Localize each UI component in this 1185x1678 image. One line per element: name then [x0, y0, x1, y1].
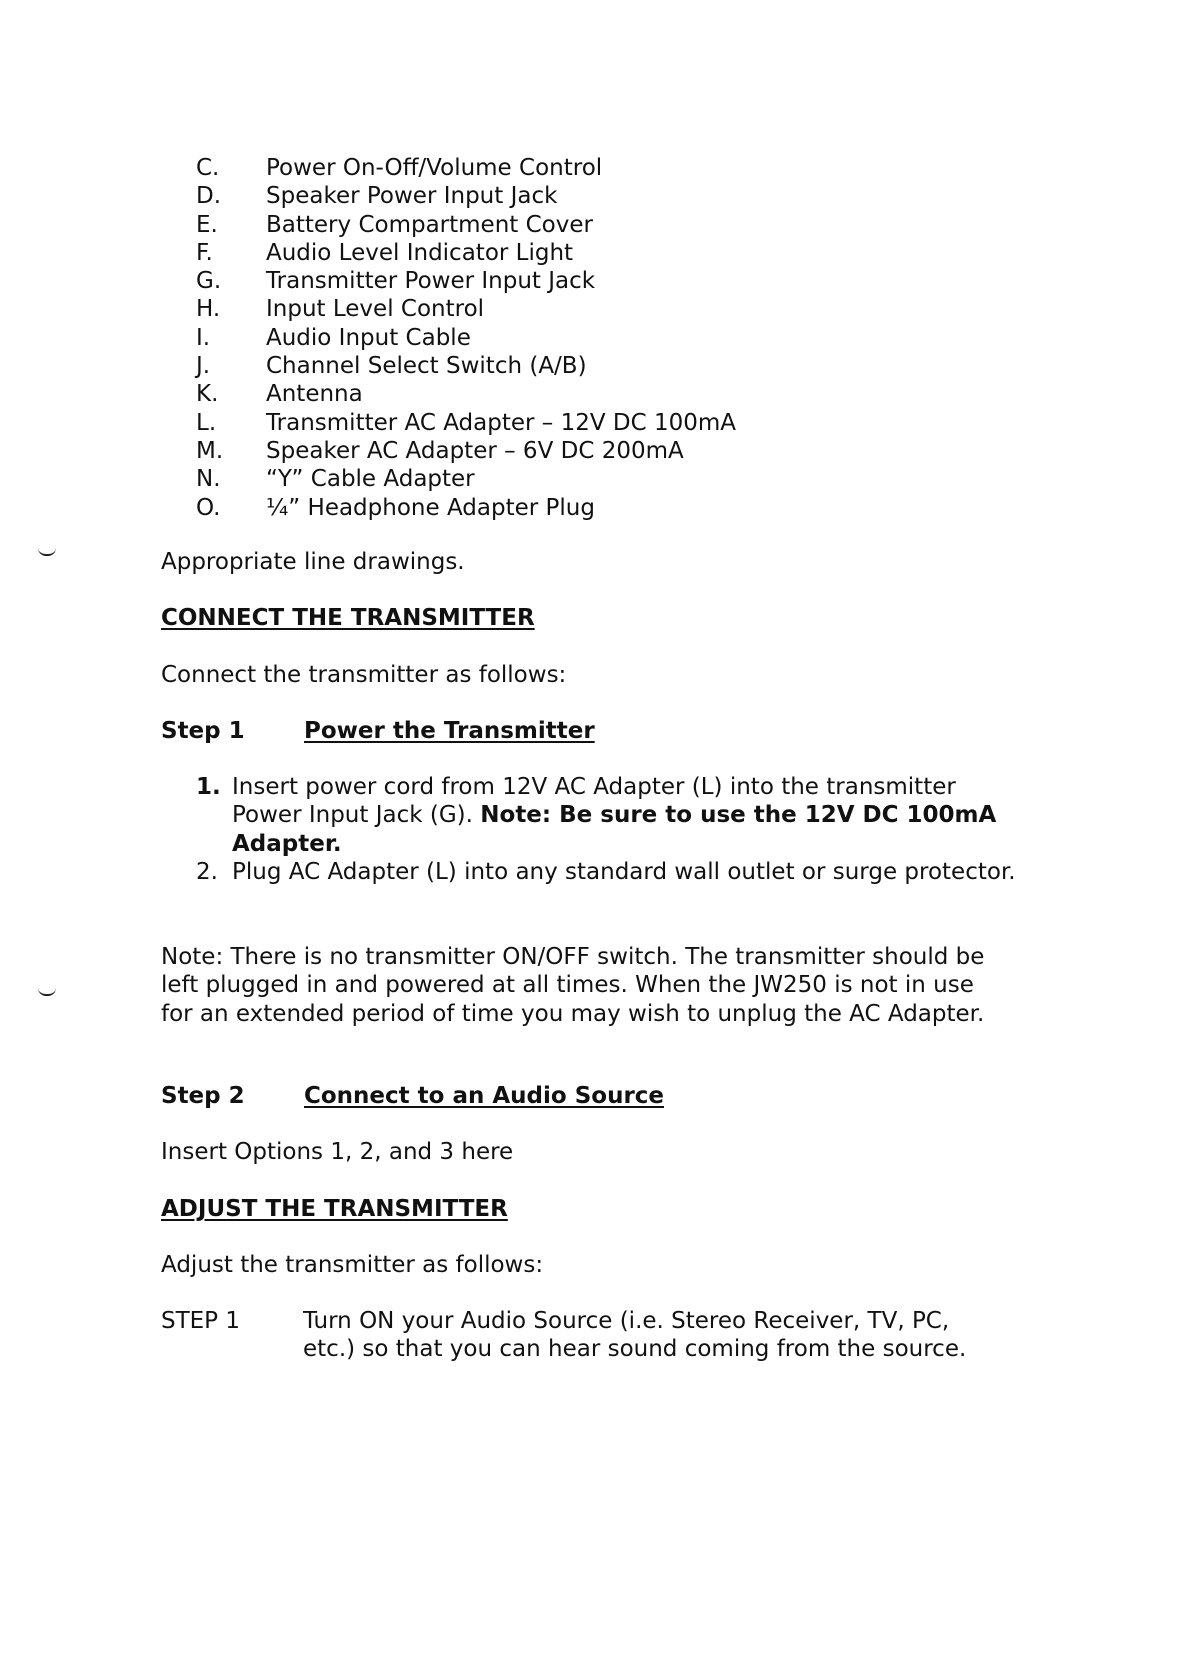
list-item: L. Transmitter AC Adapter – 12V DC 100mA: [196, 409, 737, 436]
step2-number: Step 2: [161, 1083, 245, 1109]
list-item: D. Speaker Power Input Jack: [196, 183, 558, 210]
list-item: O. ¼” Headphone Adapter Plug: [196, 494, 595, 521]
list-item: H. Input Level Control: [196, 296, 485, 323]
list-item: F. Audio Level Indicator Light: [196, 239, 574, 266]
connect-heading: CONNECT THE TRANSMITTER: [161, 605, 535, 631]
step2-body: Insert Options 1, 2, and 3 here: [161, 1139, 514, 1165]
step1-heading: [161, 717, 595, 745]
adjust-heading: ADJUST THE TRANSMITTER: [161, 1196, 508, 1222]
adjust-step1-label: STEP 1: [161, 1308, 240, 1334]
step1-title: Power the Transmitter: [304, 718, 595, 744]
list-item: N. “Y” Cable Adapter: [196, 466, 475, 493]
list-item: G. Transmitter Power Input Jack: [196, 268, 596, 295]
step2-heading: [161, 1082, 664, 1110]
list-item: E. Battery Compartment Cover: [196, 211, 593, 238]
connect-intro: Connect the transmitter as follows:: [161, 662, 567, 688]
adjust-step1-text: Turn ON your Audio Source (i.e. Stereo Receiver, TV, PC, etc.) so that you can hear sound coming from the source.: [303, 1308, 967, 1363]
parts-list: [196, 154, 736, 522]
adjust-intro: Adjust the transmitter as follows:: [161, 1252, 544, 1278]
adjust-step1: [161, 1307, 1003, 1364]
list-item: K. Antenna: [196, 381, 363, 408]
list-item: M. Speaker AC Adapter – 6V DC 200mA: [196, 437, 684, 464]
step1-instructions: [196, 773, 1016, 886]
adapter-note: Note: Be sure to use the 12V DC 100mA Adapter.: [232, 802, 997, 857]
power-note: Note: There is no transmitter ON/OFF switch. The transmitter should be left plugged in and powered at all times. When the JW250 is not in use for an extended period of time you may wish to unplug the AC Adapter.: [161, 944, 985, 1027]
line-drawings-note: Appropriate line drawings.: [161, 549, 465, 575]
list-item: J. Channel Select Switch (A/B): [196, 353, 587, 380]
list-item: 1. Insert power cord from 12V AC Adapter (L) into the transmitter Power Input Jack (G). Note: Be sure to use the 12V DC 100mA Adapter.: [196, 774, 997, 857]
list-item: I. Audio Input Cable: [196, 324, 471, 351]
list-item: C. Power On-Off/Volume Control: [196, 155, 603, 181]
step1-number: Step 1: [161, 718, 245, 744]
step2-title: Connect to an Audio Source: [304, 1083, 665, 1109]
list-item: 2. Plug AC Adapter (L) into any standard wall outlet or surge protector.: [196, 858, 1016, 885]
margin-mark: [38, 548, 56, 556]
margin-mark: [38, 988, 56, 996]
